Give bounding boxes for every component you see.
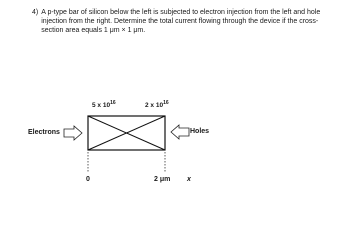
holes-arrow-icon [171, 125, 189, 139]
right-concentration [145, 102, 169, 110]
x-length-label: 2 μm [154, 176, 171, 183]
left-concentration-exponent: 16 [110, 100, 116, 106]
x-axis-label: x [187, 176, 191, 183]
question-number: 4) [32, 9, 39, 16]
holes-label: Holes [190, 128, 210, 135]
electrons-label: Electrons [28, 129, 60, 136]
question-text: A p-type bar of silicon below the left is subjected to electron injection from the left and hole injection from the right. Determine the total current flowing through the device if the cross-section area equals 1 μm × 1 μm. [41, 9, 321, 34]
right-concentration-exponent: 16 [163, 100, 169, 106]
x-origin-label: 0 [86, 176, 90, 183]
left-concentration-mantissa: 5 x 10 [92, 102, 111, 109]
left-concentration [92, 102, 116, 110]
right-concentration-mantissa: 2 x 10 [145, 102, 164, 109]
electrons-arrow-icon [64, 126, 82, 140]
